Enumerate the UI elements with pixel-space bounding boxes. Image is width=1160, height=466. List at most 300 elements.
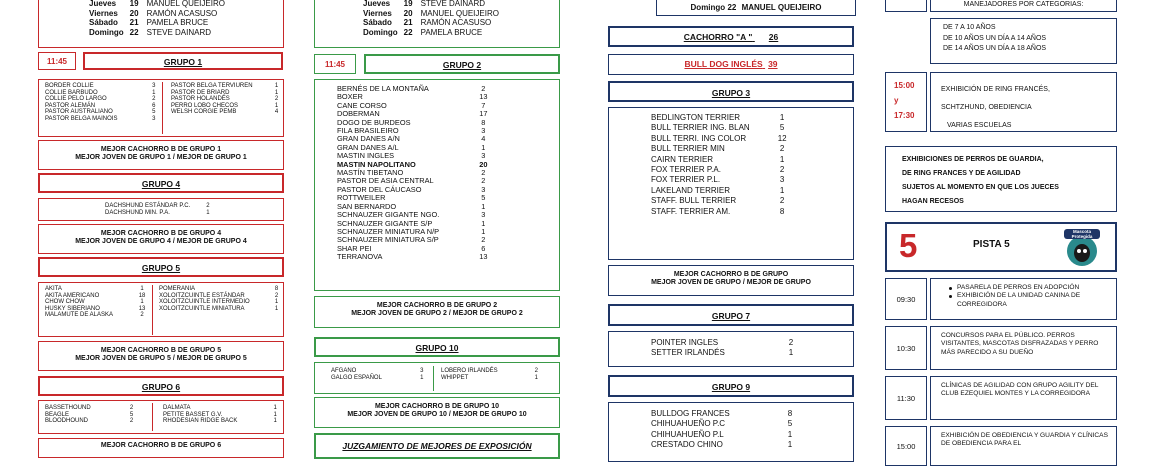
pista5-label: PISTA 5 — [973, 239, 1010, 250]
grupo2-best-line2: MEJOR JOVEN DE GRUPO 2 / MEJOR DE GRUPO 2 — [351, 310, 523, 317]
breed-name: BOXER — [337, 92, 363, 102]
breed-count: 1 — [274, 89, 279, 96]
breed-name: LOBERO IRLANDÉS — [441, 368, 498, 374]
breed-name: BERNÉS DE LA MONTAÑA — [337, 84, 429, 93]
breed-count: 1 — [140, 286, 144, 292]
guardia-line-3: SUJETOS AL MOMENTO EN QUE LOS JUECES — [902, 184, 1059, 191]
breed-count: 2 — [534, 368, 538, 374]
schedule-desc-box — [930, 278, 1117, 320]
grupo3-breeds-box — [608, 107, 854, 260]
judge-day: Jueves — [89, 0, 117, 8]
grupo6-breeds-box — [38, 400, 284, 434]
cachorro-a-label: CACHORRO "A " — [683, 32, 753, 42]
grupo6-divider — [152, 403, 153, 431]
guardia-line-4: HAGAN RECESOS — [902, 198, 964, 205]
judge-day: Jueves — [363, 0, 391, 8]
breed-count: 2 — [481, 235, 486, 245]
judge-row — [363, 9, 499, 19]
grupo4-best-line2: MEJOR JOVEN DE GRUPO 4 / MEJOR DE GRUPO 4 — [75, 238, 247, 245]
breed-row — [651, 409, 792, 419]
grupo10-left-list — [331, 368, 427, 381]
breed-row — [651, 175, 787, 185]
breed-row — [651, 430, 792, 440]
breed-name: POMERANIA — [159, 286, 196, 292]
judge-day: Domingo — [363, 27, 398, 37]
breed-count: 18 — [138, 292, 146, 299]
breed-row — [651, 196, 787, 206]
breed-name: COLLIE BARBUDO — [45, 89, 98, 96]
bullet-icon — [949, 287, 952, 290]
breed-count: 1 — [273, 418, 277, 424]
breed-name: CHIHUAHUEÑO P.L — [651, 429, 724, 439]
breed-name: BEDLINGTON TERRIER — [651, 113, 741, 122]
schedule-time: 11:30 — [896, 393, 916, 403]
schedule-line: CONCURSOS PARA EL PÚBLICO. PERROS VISITANTES, MASCOTAS DISFRAZADAS Y PERRO MÁS PARECIDO A SU DUEÑO — [941, 332, 1099, 356]
schedule-line: EXHIBICIÓN DE OBEDIENCIA Y GUARDIA Y CLÍNICAS DE OBEDIENCIA PARA EL — [941, 432, 1108, 448]
breed-name: DOGO DE BURDEOS — [337, 117, 411, 127]
breed-row — [651, 338, 793, 348]
col3-judge-day: Domingo — [690, 3, 726, 12]
breed-name: PASTOR BELGA MAINOIS — [45, 115, 118, 122]
breed-count: 1 — [779, 113, 785, 122]
breed-name: BLOODHOUND — [45, 418, 89, 424]
breed-name: AKITA — [45, 286, 62, 292]
breed-name: SCHNAUZER MINIATURA N/P — [337, 226, 440, 236]
judge-name: STEVE DAINARD — [420, 0, 486, 8]
breed-row — [45, 116, 157, 123]
schedule-time: 09:30 — [896, 294, 916, 304]
breed-count: 8 — [481, 117, 486, 127]
breed-count: 3 — [779, 175, 785, 185]
breed-count: 3 — [152, 115, 156, 122]
judge-date: 20 — [129, 8, 139, 18]
grupo5-divider — [152, 285, 153, 335]
breed-count: 2 — [481, 168, 486, 178]
col2-time: 11:45 — [314, 54, 356, 74]
grupo5-left-list — [45, 286, 147, 319]
judge-name: PAMELA BRUCE — [420, 27, 483, 37]
cachorro-a-count: 26 — [768, 32, 779, 42]
pista5-box — [885, 222, 1117, 272]
bulldog-box — [608, 54, 854, 75]
judge-day: Domingo — [89, 27, 124, 37]
breed-count: 8 — [274, 286, 279, 292]
breed-count: 2 — [481, 176, 486, 186]
breed-row — [651, 186, 787, 196]
breed-count: 1 — [779, 154, 785, 164]
grupo10-divider — [433, 366, 434, 391]
manejadores-label: MANEJADORES POR CATEGORIAS: — [963, 1, 1084, 8]
breed-count: 3 — [152, 83, 156, 89]
grupo2-list — [337, 85, 487, 262]
grupo1-right-list — [171, 83, 279, 116]
judge-date: 21 — [129, 18, 139, 27]
breed-name: ROTTWEILER — [337, 193, 386, 203]
grupo7-title: GRUPO 7 — [608, 304, 854, 326]
breed-count: 1 — [273, 411, 277, 418]
grupo10-best-box — [314, 397, 560, 428]
breed-count: 4 — [274, 109, 279, 115]
judge-date: 22 — [403, 27, 413, 37]
breed-name: SCHNAUZER GIGANTE NGO. — [337, 210, 440, 220]
breed-name: PASTOR DEL CÁUCASO — [337, 184, 422, 194]
judge-row — [89, 9, 225, 19]
breed-count: 1 — [274, 83, 279, 89]
grupo3-title: GRUPO 3 — [608, 81, 854, 102]
grupo5-best-box — [38, 341, 284, 371]
breed-count: 5 — [481, 193, 486, 203]
grupo1-best-line2: MEJOR JOVEN DE GRUPO 1 / MEJOR DE GRUPO 1 — [75, 154, 247, 161]
breed-name: WELSH CORGIE PEMB — [171, 109, 237, 115]
breed-count: 5 — [779, 123, 785, 133]
mascota-protegida-logo-text: Mascota Protegida — [1071, 229, 1093, 239]
grupo4-best-box — [38, 224, 284, 254]
schedule-time: 15:00 — [896, 441, 916, 451]
breed-row — [651, 440, 792, 450]
breed-name: XOLOITZCUINTLE MINIATURA — [159, 305, 245, 312]
breed-count: 13 — [479, 92, 488, 102]
grupo2-breeds-box — [314, 79, 560, 291]
breed-name: WHIPPET — [441, 374, 469, 381]
judge-row — [89, 18, 225, 28]
breed-row — [441, 375, 541, 382]
breed-name: GALGO ESPAÑOL — [331, 374, 382, 381]
judge-date: 20 — [403, 8, 413, 18]
breed-name: TERRANOVA — [337, 252, 383, 262]
schedule-time-box — [885, 376, 927, 420]
breed-row — [159, 306, 279, 313]
grupo6-best-box — [38, 438, 284, 458]
breed-name: HUSKY SIBERIANO — [45, 305, 100, 312]
schedule-line: CLÍNICAS DE AGILIDAD CON GRUPO AGILITY DEL CLUB EZEQUIEL MONTES Y LA CORREGIDORA — [941, 382, 1099, 398]
breed-count: 1 — [481, 142, 486, 152]
grupo1-left-list — [45, 83, 157, 122]
breed-count: 2 — [206, 203, 210, 209]
judge-name: PAMELA BRUCE — [146, 18, 209, 27]
cachorro-a-box — [608, 26, 854, 47]
breed-count: 6 — [152, 102, 156, 109]
breed-row — [45, 418, 137, 425]
age-range-1: DE 7 A 10 AÑOS — [943, 24, 996, 31]
breed-count: 2 — [779, 165, 785, 175]
breed-count: 1 — [481, 218, 486, 228]
breed-name: XOLOITZCUINTLE INTERMEDIO — [159, 299, 250, 305]
breed-name: PASTOR AUSTRALIANO — [45, 109, 113, 115]
breed-name: BORDER COLLIE — [45, 83, 94, 89]
bulldog-count: 39 — [768, 59, 778, 69]
breed-count: 1 — [788, 348, 794, 358]
grupo3-best-line1: MEJOR CACHORRO B DE GRUPO — [673, 271, 789, 278]
breed-row — [651, 348, 793, 358]
grupo3-best-line2: MEJOR JOVEN DE GRUPO / MEJOR DE GRUPO — [651, 279, 811, 286]
breed-count: 3 — [420, 368, 424, 374]
col4-top-left-box — [885, 0, 927, 12]
bulldog-label: BULL DOG INGLÉS — [684, 59, 763, 69]
grupo4-best-line1: MEJOR CACHORRO B DE GRUPO 4 — [100, 230, 222, 237]
judge-name: MANUEL QUEIJEIRO — [420, 8, 499, 18]
grupo5-best-line2: MEJOR JOVEN DE GRUPO 5 / MEJOR DE GRUPO 5 — [75, 355, 247, 362]
breed-name: DOBERMAN — [337, 109, 380, 119]
breed-name: BULLDOG FRANCES — [651, 409, 730, 418]
breed-count: 3 — [481, 151, 486, 161]
schedule-desc-box — [930, 326, 1117, 370]
breed-name: DACHSHUND ESTÁNDAR P.C. — [105, 203, 191, 209]
breed-name: CAIRN TERRIER — [651, 154, 714, 164]
breed-name: MASTIN NAPOLITANO — [337, 159, 416, 169]
guardia-line-2: DE RING FRANCES Y DE AGILIDAD — [902, 170, 1021, 177]
age-range-2: DE 10 AÑOS UN DÍA A 14 AÑOS — [943, 34, 1047, 42]
breed-row — [171, 109, 279, 116]
col2-judges-table — [363, 0, 499, 37]
juzgamiento-box — [314, 433, 560, 459]
breed-row — [163, 418, 279, 425]
grupo3-best-box — [608, 265, 854, 296]
breed-name: GRAN DANES A/L — [337, 142, 399, 152]
breed-count: 8 — [787, 409, 793, 418]
grupo2-best-box — [314, 296, 560, 328]
breed-count: 7 — [481, 100, 486, 110]
grupo9-title: GRUPO 9 — [608, 375, 854, 397]
judge-day: Sábado — [89, 18, 118, 27]
guardia-box — [885, 146, 1117, 212]
grupo4-list — [105, 203, 210, 216]
col1-judges-table — [89, 0, 225, 37]
breed-name: SHAR PEI — [337, 243, 372, 253]
breed-count: 1 — [274, 102, 279, 109]
schedule-desc-box — [930, 376, 1117, 420]
breed-name: PETITE BASSET G.V. — [163, 411, 223, 418]
judge-date: 19 — [129, 0, 139, 8]
breed-count: 1 — [787, 440, 793, 450]
age-range-3: DE 14 AÑOS UN DÍA A 18 AÑOS — [943, 45, 1047, 52]
exhibicion-time-1: 15:00 — [894, 81, 915, 90]
grupo5-breeds-box — [38, 282, 284, 337]
breed-count: 1 — [420, 374, 424, 381]
judge-row — [89, 0, 225, 9]
breed-count: 3 — [481, 184, 486, 194]
judge-day: Sábado — [363, 18, 392, 27]
breed-count: 2 — [779, 144, 785, 154]
grupo9-breeds-box — [608, 402, 854, 462]
judge-day: Viernes — [363, 8, 392, 18]
judge-row — [363, 18, 499, 28]
grupo7-breeds-box — [608, 331, 854, 367]
judge-name: RAMÓN ACASUSO — [146, 8, 218, 18]
judge-name: RAMÓN ACASUSO — [420, 18, 492, 27]
breed-row — [651, 134, 787, 144]
breed-name: XOLOITZCUINTLE ESTÁNDAR — [159, 292, 245, 299]
grupo3-list — [651, 113, 787, 217]
breed-name: BASSETHOUND — [45, 405, 91, 411]
breed-count: 6 — [481, 243, 486, 253]
breed-row — [105, 210, 210, 217]
breed-row — [651, 144, 787, 154]
breed-count: 17 — [479, 109, 488, 119]
breed-name: RHODESIAN RIDGE BACK — [163, 418, 238, 424]
breed-name: BULL TERRI. ING COLOR — [651, 133, 747, 143]
breed-count: 2 — [152, 96, 156, 102]
breed-count: 1 — [787, 429, 793, 439]
breed-name: PASTOR ALEMÁN — [45, 102, 96, 109]
juzgamiento-label: JUZGAMIENTO DE MEJORES DE EXPOSICIÓN — [342, 441, 532, 451]
grupo10-title: GRUPO 10 — [314, 337, 560, 357]
exhibicion-line-2: SCHTZHUND, OBEDIENCIA — [941, 104, 1032, 111]
grupo1-best-line1: MEJOR CACHORRO B DE GRUPO 1 — [100, 146, 222, 153]
col3-judge-date: 22 — [727, 3, 737, 12]
grupo6-right-list — [163, 405, 279, 425]
grupo4-title: GRUPO 4 — [38, 173, 284, 193]
breed-count: 2 — [779, 196, 785, 206]
breed-count: 1 — [273, 405, 277, 411]
breed-count: 1 — [274, 305, 279, 312]
judge-name: STEVE DAINARD — [146, 27, 212, 37]
grupo5-right-list — [159, 286, 279, 312]
grupo5-title: GRUPO 5 — [38, 257, 284, 277]
judge-name: MANUEL QUEIJEIRO — [146, 0, 225, 8]
breed-name: COLLIE PELO LARGO — [45, 96, 107, 102]
breed-row — [651, 165, 787, 175]
judge-day: Viernes — [89, 8, 118, 18]
schedule-time: 10:30 — [896, 343, 916, 353]
grupo10-best-line1: MEJOR CACHORRO B DE GRUPO 10 — [374, 403, 500, 410]
exhibicion-text-box — [930, 72, 1117, 132]
breed-count: 8 — [779, 206, 785, 216]
breed-name: PASTOR BELGA TERVIUREN — [171, 83, 253, 89]
breed-count: 5 — [787, 419, 793, 429]
breed-count: 3 — [481, 210, 486, 220]
breed-name: PASTOR DE ASIA CENTRAL — [337, 176, 434, 186]
breed-name: FILA BRASILEIRO — [337, 126, 399, 136]
grupo2-best-line1: MEJOR CACHORRO B DE GRUPO 2 — [376, 302, 498, 309]
guardia-line-1: EXHIBICIONES DE PERROS DE GUARDIA, — [902, 156, 1044, 163]
breed-count: 13 — [479, 252, 488, 262]
schedule-time-box — [885, 426, 927, 466]
breed-count: 1 — [779, 185, 785, 195]
breed-name: LAKELAND TERRIER — [651, 185, 730, 195]
breed-name: FOX TERRIER P.A. — [651, 165, 721, 175]
breed-count: 2 — [140, 312, 144, 318]
breed-count: 2 — [274, 292, 279, 299]
schedule-desc-box — [930, 426, 1117, 466]
breed-row — [45, 312, 147, 319]
breed-name: DALMATA — [163, 405, 191, 411]
breed-count: 20 — [479, 159, 488, 169]
schedule-line: EXHIBICIÓN DE LA UNIDAD CANINA DE CORREGIDORA — [957, 292, 1081, 308]
breed-name: POINTER INGLES — [651, 338, 719, 347]
breed-row — [651, 113, 787, 123]
breed-count: 3 — [481, 126, 486, 136]
breed-name: AFGANO — [331, 368, 357, 374]
judge-date: 21 — [403, 18, 413, 27]
grupo9-list — [651, 409, 792, 451]
breed-name: SETTER IRLANDÉS — [651, 348, 725, 358]
breed-count: 13 — [138, 305, 146, 312]
exhibicion-time-and: y — [894, 96, 899, 105]
judge-row — [363, 28, 499, 38]
grupo7-list — [651, 338, 793, 359]
breed-count: 1 — [481, 226, 486, 236]
ages-box — [930, 18, 1117, 64]
breed-row — [651, 207, 787, 217]
breed-row — [337, 253, 487, 261]
grupo5-best-line1: MEJOR CACHORRO B DE GRUPO 5 — [100, 347, 222, 354]
schedule-time-box — [885, 326, 927, 370]
schedule-line: PASARELA DE PERROS EN ADOPCIÓN — [957, 284, 1080, 291]
breed-name: PERRO LOBO CHECOS — [171, 102, 239, 109]
pista5-number: 5 — [899, 227, 918, 264]
breed-count: 1 — [534, 374, 538, 381]
breed-name: MASTÍN TIBETANO — [337, 168, 404, 178]
breed-name: SCHNAUZER MINIATURA S/P — [337, 235, 439, 245]
manejadores-box — [930, 0, 1117, 12]
judge-date: 19 — [403, 0, 413, 8]
col3-judge-name: MANUEL QUEIJEIRO — [741, 3, 822, 12]
breed-name: SAN BERNARDO — [337, 201, 397, 211]
breed-count: 1 — [274, 299, 279, 305]
breed-count: 2 — [788, 338, 794, 347]
breed-count: 2 — [129, 418, 134, 424]
breed-count: 5 — [152, 109, 156, 115]
breed-name: CHIHUAHUEÑO P.C — [651, 419, 726, 429]
grupo6-best-line1: MEJOR CACHORRO B DE GRUPO 6 — [100, 442, 222, 449]
breed-name: BEAGLE — [45, 411, 70, 418]
grupo1-title: GRUPO 1 — [83, 52, 283, 70]
breed-count: 1 — [481, 201, 486, 211]
schedule-time-box — [885, 278, 927, 320]
breed-name: MALAMUTE DE ALASKA — [45, 312, 114, 318]
col1-judges-box — [38, 0, 284, 48]
breed-count: 2 — [274, 96, 279, 102]
grupo10-right-list — [441, 368, 541, 381]
breed-row — [651, 419, 792, 429]
breed-count: 2 — [129, 405, 134, 411]
breed-name: PASTOR DE BRIARD — [171, 89, 230, 96]
breed-name: MASTIN INGLES — [337, 151, 395, 161]
breed-name: CANE CORSO — [337, 100, 387, 110]
breed-name: GRAN DANES A/N — [337, 134, 400, 144]
judge-date: 22 — [129, 27, 139, 37]
exhibicion-line-3: VARIAS ESCUELAS — [947, 122, 1012, 129]
mascota-protegida-logo — [1063, 226, 1101, 268]
grupo1-breeds-box — [38, 79, 284, 137]
col3-judge-box — [656, 0, 856, 16]
breed-name: SCHNAUZER GIGANTE S/P — [337, 218, 433, 228]
grupo2-title: GRUPO 2 — [364, 54, 560, 74]
judge-row — [363, 0, 499, 9]
breed-name: PASTOR HOLANDÉS — [171, 96, 230, 102]
breed-name: FOX TERRIER P.L. — [651, 175, 721, 185]
breed-name: BULL TERRIER ING. BLAN — [651, 123, 750, 133]
breed-row — [651, 155, 787, 165]
judge-row — [89, 28, 225, 38]
breed-name: AKITA AMERICANO — [45, 292, 100, 299]
breed-name: CRESTADO CHINO — [651, 440, 723, 450]
grupo1-best-box — [38, 140, 284, 170]
breed-count: 1 — [206, 209, 210, 216]
exhibicion-line-1: EXHIBICIÓN DE RING FRANCÉS, — [941, 86, 1050, 93]
grupo4-breeds-box — [38, 198, 284, 221]
breed-name: BULL TERRIER MIN — [651, 144, 725, 154]
grupo1-divider — [162, 82, 163, 134]
breed-row — [651, 123, 787, 133]
breed-count: 4 — [481, 134, 486, 144]
grupo10-breeds-box — [314, 362, 560, 394]
col1-time: 11:45 — [38, 52, 76, 70]
breed-name: STAFF. TERRIER AM. — [651, 206, 731, 216]
breed-count: 12 — [777, 133, 787, 143]
breed-name: CHOW CHOW — [45, 299, 85, 305]
breed-count: 5 — [129, 411, 134, 418]
